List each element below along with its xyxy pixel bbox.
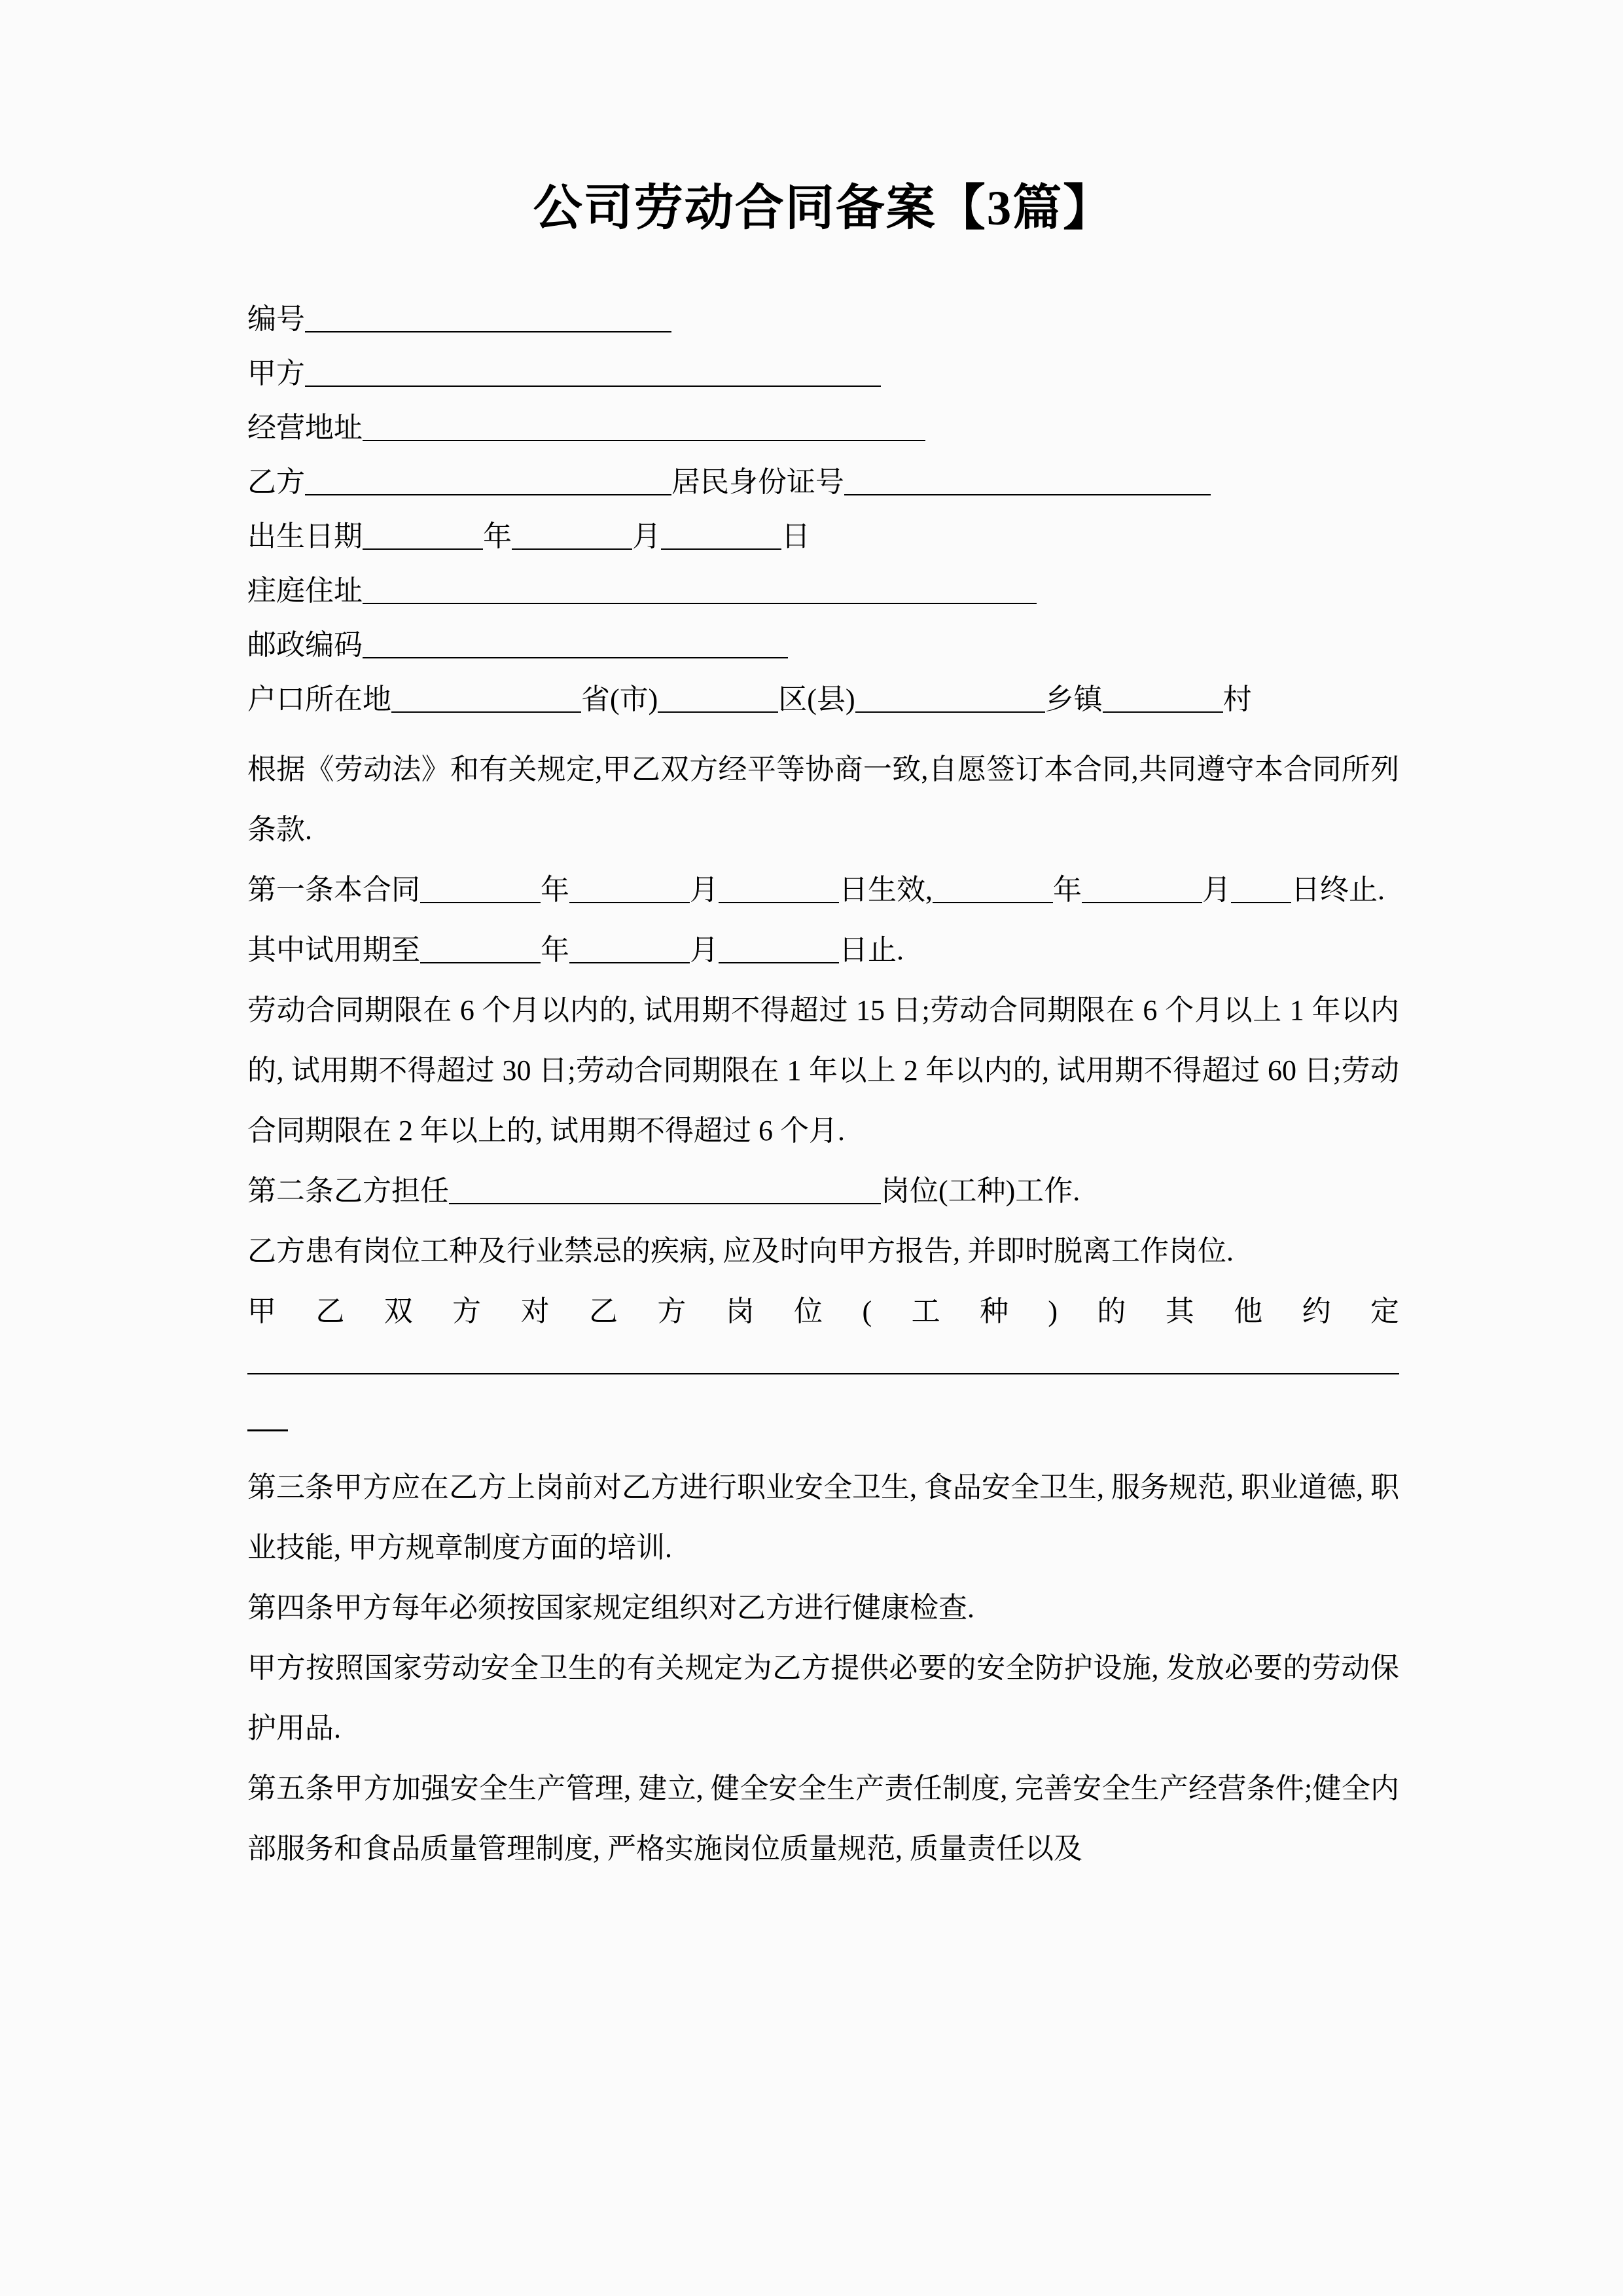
field-row-number (247, 302, 1399, 335)
unit-year-start: 年 (541, 873, 569, 906)
input-number[interactable] (305, 305, 671, 332)
label-home-address: 疰庭住址 (247, 574, 363, 607)
input-id-number[interactable] (844, 468, 1211, 495)
probation-suffix: 日止. (839, 933, 904, 966)
input-probation-month[interactable] (569, 936, 690, 963)
label-number: 编号 (247, 302, 305, 335)
article-one-suffix: 日终止. (1291, 873, 1385, 906)
unit-year-end: 年 (1053, 873, 1082, 906)
article-two-suffix: 岗位(工种)工作. (881, 1174, 1080, 1207)
input-start-year[interactable] (420, 876, 541, 903)
input-probation-year[interactable] (420, 936, 541, 963)
paragraph-article-two-other: 甲乙双方对乙方岗位(工种)的其他约定 (247, 1295, 1399, 1327)
input-district[interactable] (658, 685, 778, 713)
label-id-number: 居民身份证号 (671, 465, 844, 498)
article-one-mid: 日生效, (839, 873, 933, 906)
input-party-b[interactable] (305, 468, 671, 495)
input-end-year[interactable] (933, 876, 1053, 903)
paragraph-preamble: 根据《劳动法》和有关规定,甲乙双方经平等协商一致,自愿签订本合同,共同遵守本合同所列条款. (247, 753, 1399, 846)
field-row-household-location (247, 685, 1399, 714)
input-province[interactable] (391, 685, 581, 713)
input-business-address[interactable] (363, 414, 925, 441)
field-row-business-address (247, 411, 1399, 444)
input-party-a[interactable] (305, 359, 881, 387)
form-fields-block (247, 302, 1399, 715)
unit-province: 省(市) (581, 683, 658, 715)
input-village[interactable] (1103, 685, 1223, 713)
field-row-party-b (247, 465, 1399, 498)
input-postal-code[interactable] (363, 631, 788, 658)
paragraph-article-one (247, 860, 1399, 920)
document-content (247, 0, 1399, 1879)
input-position[interactable] (449, 1177, 881, 1204)
field-row-party-a (247, 359, 1399, 388)
field-row-postal-code (247, 628, 1399, 661)
input-start-day[interactable] (719, 876, 839, 903)
input-birth-year[interactable] (363, 522, 483, 550)
label-party-a: 甲方 (247, 357, 305, 389)
input-end-month[interactable] (1082, 876, 1202, 903)
article-two-prefix: 第二条乙方担任 (247, 1174, 449, 1207)
unit-day: 日 (781, 520, 810, 552)
unit-year: 年 (483, 520, 512, 552)
probation-prefix: 其中试用期至 (247, 933, 420, 966)
input-probation-day[interactable] (719, 936, 839, 963)
label-birth-date: 出生日期 (247, 520, 363, 552)
paragraph-probation-period (247, 920, 1399, 980)
unit-township: 乡镇 (1044, 683, 1103, 715)
input-township[interactable] (855, 685, 1045, 713)
unit-village: 村 (1222, 683, 1252, 715)
paragraph-article-three: 第三条甲方应在乙方上岗前对乙方进行职业安全卫生, 食品安全卫生, 服务规范, 职业道德, 职业技能, 甲方规章制度方面的培训. (247, 1471, 1399, 1564)
unit-month-probation: 月 (690, 933, 719, 966)
label-party-b: 乙方 (247, 465, 305, 498)
paragraph-article-two-health: 乙方患有岗位工种及行业禁忌的疾病, 应及时向甲方报告, 并即时脱离工作岗位. (247, 1234, 1234, 1267)
unit-district: 区(县) (778, 683, 855, 715)
input-birth-day[interactable] (661, 522, 781, 550)
article-one-prefix: 第一条本合同 (247, 873, 420, 906)
paragraph-article-two (247, 1161, 1399, 1221)
unit-year-probation: 年 (541, 933, 569, 966)
page-title: 公司劳动合同备案【3篇】 (533, 181, 1114, 236)
unit-month-end: 月 (1202, 873, 1231, 906)
input-home-address[interactable] (363, 577, 1037, 604)
field-row-birth-date (247, 522, 1399, 551)
label-business-address: 经营地址 (247, 411, 363, 444)
signature-rule-full (247, 1373, 1399, 1374)
paragraph-probation-rules: 劳动合同期限在 6 个月以内的, 试用期不得超过 15 日;劳动合同期限在 6 个月以上 1 年以内的, 试用期不得超过 30 日;劳动合同期限在 1 年以上 2 年以内的, 试用期不得超过 60 日;劳动合同期限在 2 年以上的, 试用期不得超过 6 个月. (247, 994, 1399, 1147)
paragraph-article-five: 第五条甲方加强安全生产管理, 建立, 健全安全生产责任制度, 完善安全生产经营条件;健全内部服务和食品质量管理制度, 严格实施岗位质量规范, 质量责任以及 (247, 1772, 1399, 1865)
unit-month-start: 月 (690, 873, 719, 906)
spacer (247, 1431, 1399, 1458)
input-end-day[interactable] (1231, 876, 1291, 903)
field-row-home-address (247, 574, 1399, 607)
label-postal-code: 邮政编码 (247, 628, 363, 661)
unit-month: 月 (632, 520, 661, 552)
paragraph-article-four: 第四条甲方每年必须按国家规定组织对乙方进行健康检查. (247, 1591, 974, 1624)
paragraph-article-four-safety: 甲方按照国家劳动安全卫生的有关规定为乙方提供必要的安全防护设施, 发放必要的劳动保护用品. (247, 1651, 1399, 1744)
input-start-month[interactable] (569, 876, 690, 903)
input-birth-month[interactable] (512, 522, 632, 550)
label-household-location: 户口所在地 (247, 683, 391, 715)
